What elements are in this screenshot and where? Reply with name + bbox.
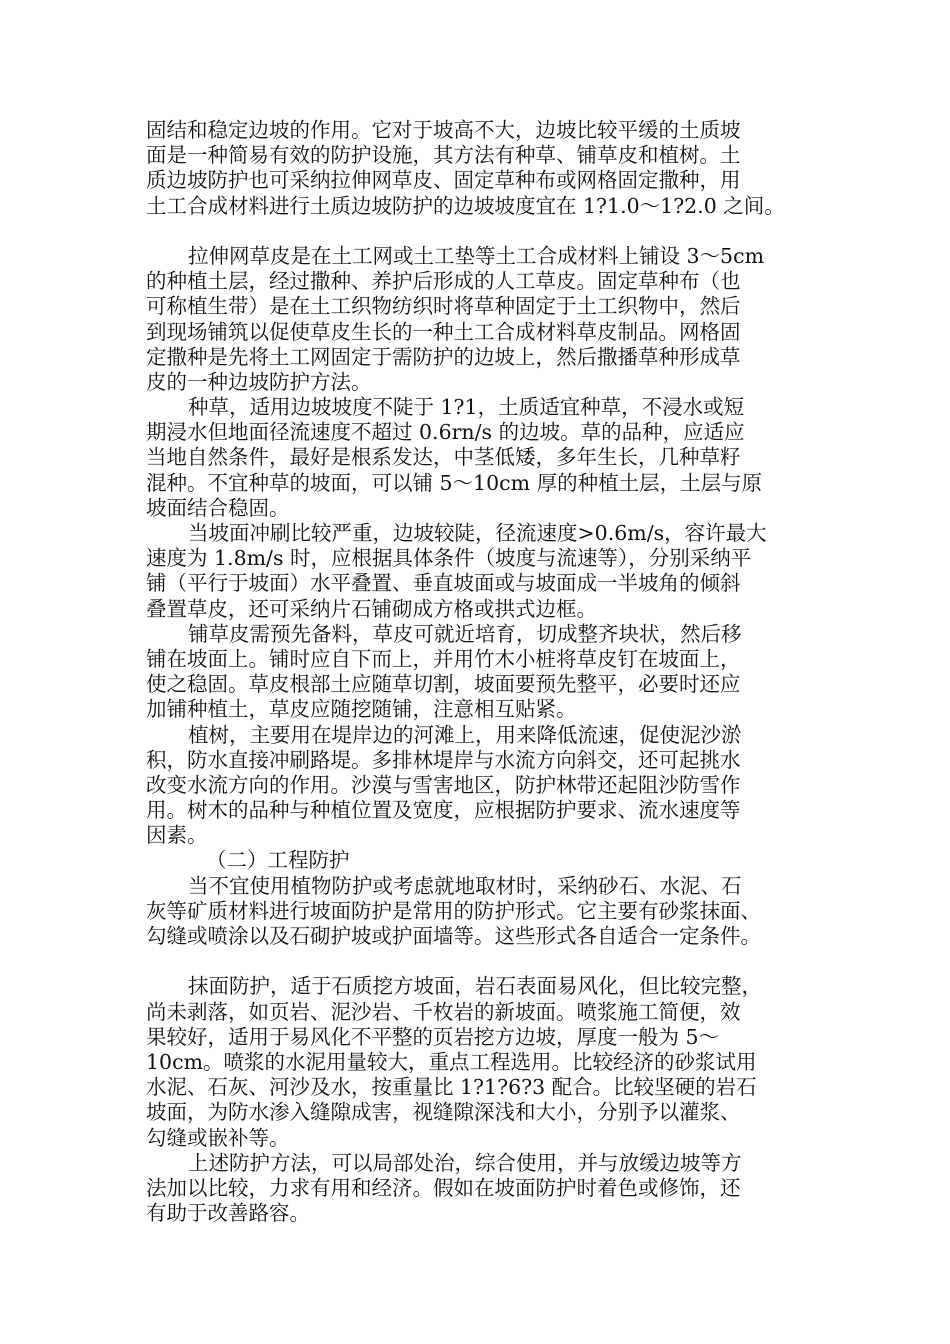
document-page [146,118,818,1226]
paragraph-severe-erosion [146,521,818,622]
text-line: 到现场铺筑以促使草皮生长的一种土工合成材料草皮制品。网格固 [146,319,741,344]
text-line: 可称植生带）是在土工织物纺织时将草种固定于土工织物中，然后 [146,294,741,319]
text-line: 有助于改善路容。 [146,1201,310,1226]
text-line: 的种植土层，经过撒种、养护后形成的人工草皮。固定草种布（也 [146,269,741,294]
paragraph-turf-laying [146,622,818,723]
text-line: 尚未剥落，如页岩、泥沙岩、千枚岩的新坡面。喷浆施工简便，效 [146,999,741,1024]
paragraph-tree-planting [146,723,818,849]
text-line: 法加以比较，力求有用和经济。假如在坡面防护时着色或修饰，还 [146,1175,741,1200]
text-line: 勾缝或喷涂以及石砌护坡或护面墙等。这些形式各自适合一定条件。 [146,924,761,948]
text-line: 拉伸网草皮是在土工网或土工垫等土工合成材料上铺设 3～5cm [188,243,765,268]
text-line: 抹面防护，适于石质挖方坡面，岩石表面易风化，但比较完整， [188,974,762,999]
paragraph-gap [146,949,818,974]
text-line: 铺（平行于坡面）水平叠置、垂直坡面或与坡面成一半坡角的倾斜 [146,571,741,596]
text-line: 当地自然条件，最好是根系发达，中茎低矮，多年生长，几种草籽 [146,445,741,470]
text-line: 当不宜使用植物防护或考虑就地取材时，采纳砂石、水泥、石 [188,873,742,898]
text-line: 植树，主要用在堤岸边的河滩上，用来降低流速，促使泥沙淤 [188,722,742,747]
text-line: 坡面结合稳固。 [146,495,290,520]
text-line: 期浸水但地面径流速度不超过 0.6rn/s 的边坡。草的品种，应适应 [146,420,745,445]
text-line: 叠置草皮，还可采纳片石铺砌成方格或拱式边框。 [146,596,597,621]
paragraph-grass-planting [146,395,818,521]
paragraph-plastering-protection [146,974,818,1150]
text-line: 铺草皮需预先备料，草皮可就近培育，切成整齐块状，然后移 [188,621,742,646]
text-line: 种草，适用边坡坡度不陡于 1?1，土质适宜种草，不浸水或短 [188,395,745,420]
text-line: 混种。不宜种草的坡面，可以铺 5～10cm 厚的种植土层，土层与原 [146,470,763,495]
text-line: 质边坡防护也可采纳拉伸网草皮、固定草种布或网格固定撒种，用 [146,168,741,193]
paragraph-stretched-net-turf [146,244,818,395]
text-line: 当坡面冲刷比较严重，边坡较陡，径流速度>0.6m/s，容许最大 [188,521,767,545]
text-line: 改变水流方向的作用。沙漠与雪害地区，防护林带还起阻沙防雪作 [146,772,741,797]
text-line: 皮的一种边坡防护方法。 [146,369,372,394]
text-line: 速度为 1.8m/s 时，应根据具体条件（坡度与流速等），分别采纳平 [146,546,752,571]
text-line: 使之稳固。草皮根部土应随草切割，坡面要预先整平，必要时还应 [146,672,741,697]
text-line: 果较好，适用于易风化不平整的页岩挖方边坡，厚度一般为 5～ [146,1024,720,1049]
text-line: 面是一种简易有效的防护设施，其方法有种草、铺草皮和植树。土 [146,143,741,168]
text-line: 因素。 [146,823,208,848]
text-line: 坡面，为防水渗入缝隙成害，视缝隙深浅和大小，分别予以灌浆、 [146,1100,741,1125]
text-line: 固结和稳定边坡的作用。它对于坡高不大，边坡比较平缓的土质坡 [146,118,741,142]
text-line: 铺在坡面上。铺时应自下而上，并用竹木小桩将草皮钉在坡面上， [146,646,741,671]
paragraph-slope-protection-intro [146,118,818,219]
text-line: 定撒种是先将土工网固定于需防护的边坡上，然后撒播草种形成草 [146,344,741,369]
text-line: 水泥、石灰、河沙及水，按重量比 1?1?6?3 配合。比较坚硬的岩石 [146,1075,757,1100]
text-line: 上述防护方法，可以局部处治，综合使用，并与放缓边坡等方 [188,1150,742,1175]
section-heading: （二）工程防护 [206,848,350,873]
text-line: 用。树木的品种与种植位置及宽度，应根据防护要求、流水速度等 [146,798,741,823]
text-line: 积，防水直接冲刷路堤。多排林堤岸与水流方向斜交，还可起挑水 [146,747,741,772]
text-line: 10cm。喷浆的水泥用量较大，重点工程选用。比较经济的砂浆试用 [146,1049,757,1074]
text-line: 加铺种植土，草皮应随挖随铺，注意相互贴紧。 [146,697,577,722]
text-line: 土工合成材料进行土质边坡防护的边坡坡度宜在 1?1.0～1?2.0 之间。 [146,193,785,218]
text-line: 勾缝或嵌补等。 [146,1125,290,1150]
paragraph-conclusion [146,1151,818,1227]
text-line: 灰等矿质材料进行坡面防护是常用的防护形式。它主要有砂浆抹面、 [146,898,761,923]
paragraph-gap [146,219,818,244]
paragraph-engineering-protection [146,874,818,950]
